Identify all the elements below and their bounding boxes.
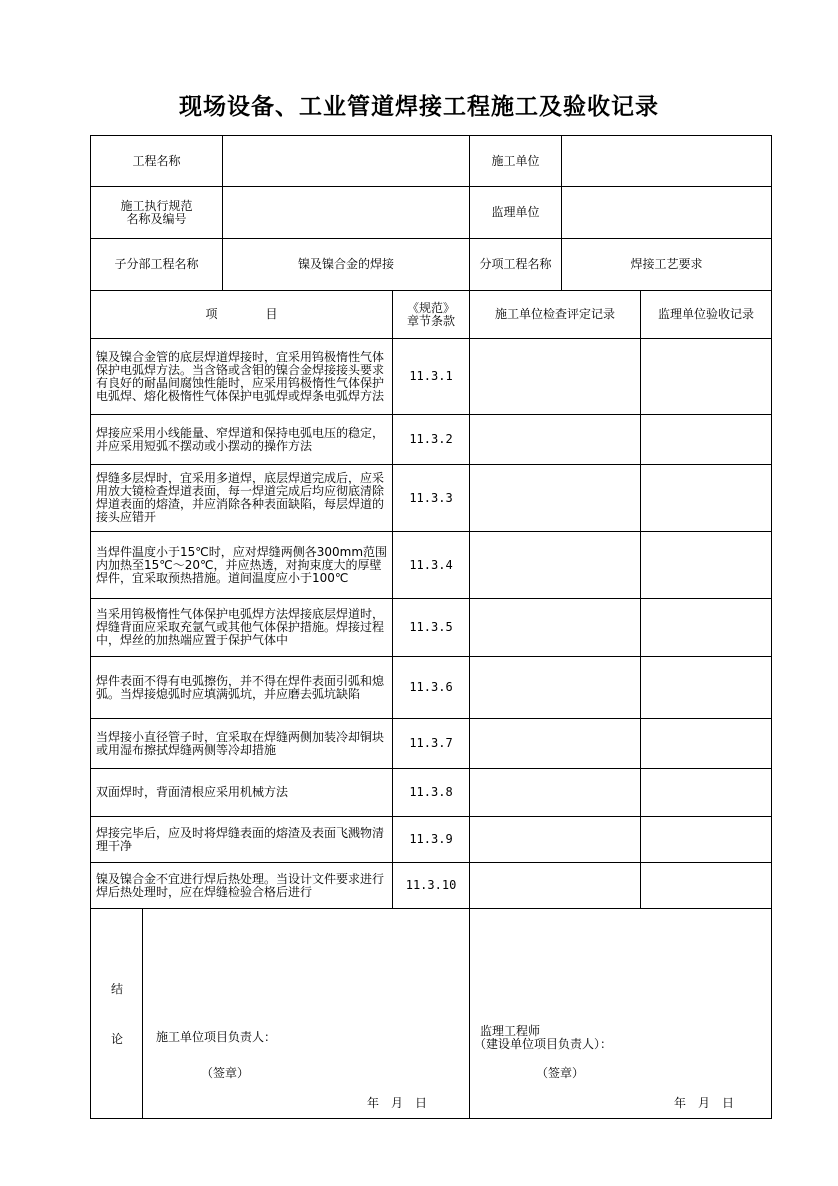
table-row — [91, 863, 772, 909]
item-requirement: 镍及镍合金管的底层焊道焊接时，宜采用钨极惰性气体保护电弧焊方法。当含铬或含钼的镍合金焊接接头要求有良好的耐晶间腐蚀性能时，应采用钨极惰性气体保护电弧焊、熔化极惰性气体保护电弧焊或焊条电弧焊方法 — [91, 339, 393, 415]
table-row — [91, 769, 772, 817]
item-clause: 11.3.1 — [393, 339, 470, 415]
contractor-record-cell[interactable] — [470, 599, 641, 657]
contractor-record-cell[interactable] — [470, 415, 641, 465]
table-row — [91, 415, 772, 465]
supervisor-conclusion[interactable] — [470, 909, 772, 1119]
contractor-record-cell[interactable] — [470, 657, 641, 719]
contractor-record-cell[interactable] — [470, 339, 641, 415]
contractor-record-cell[interactable] — [470, 532, 641, 599]
item-requirement: 当采用钨极惰性气体保护电弧焊方法焊接底层焊道时，焊缝背面应采取充氩气或其他气体保护措施。焊接过程中，焊丝的加热端应置于保护气体中 — [91, 599, 393, 657]
table-row — [91, 657, 772, 719]
contractor-conclusion[interactable] — [143, 909, 470, 1119]
conclusion-label — [91, 909, 143, 1119]
spec-field[interactable] — [223, 187, 470, 239]
contractor-seal: （签章） — [201, 1066, 250, 1080]
project-name-label: 工程名称 — [91, 136, 223, 187]
item-requirement: 双面焊时，背面清根应采用机械方法 — [91, 769, 393, 817]
page-title: 现场设备、工业管道焊接工程施工及验收记录 — [179, 94, 659, 120]
item-clause: 11.3.2 — [393, 415, 470, 465]
item-clause: 11.3.5 — [393, 599, 470, 657]
table-row — [91, 532, 772, 599]
item-clause: 11.3.9 — [393, 817, 470, 863]
contractor-record-cell[interactable] — [470, 863, 641, 909]
contractor-record-cell[interactable] — [470, 817, 641, 863]
conclusion-label-1: 结 — [111, 982, 124, 996]
subitem-label: 分项工程名称 — [470, 239, 562, 291]
supervisor-record-cell[interactable] — [641, 817, 772, 863]
table-row — [91, 599, 772, 657]
contractor-sign-label: 施工单位项目负责人： — [156, 1030, 277, 1044]
supervision-unit-field[interactable] — [562, 187, 772, 239]
table-row — [91, 817, 772, 863]
column-contractor-record: 施工单位检查评定记录 — [470, 291, 641, 339]
column-item: 项 目 — [91, 291, 393, 339]
supervisor-record-cell[interactable] — [641, 532, 772, 599]
supervision-unit-label: 监理单位 — [470, 187, 562, 239]
column-clause: 《规范》 章节条款 — [393, 291, 470, 339]
column-supervisor-record: 监理单位验收记录 — [641, 291, 772, 339]
item-clause: 11.3.6 — [393, 657, 470, 719]
item-requirement: 当焊件温度小于15℃时，应对焊缝两侧各300mm范围内加热至15℃～20℃，并应热透，对拘束度大的厚壁焊件，宜采取预热措施。道间温度应小于100℃ — [91, 532, 393, 599]
item-requirement: 焊接完毕后，应及时将焊缝表面的熔渣及表面飞溅物清理干净 — [91, 817, 393, 863]
table-row — [91, 465, 772, 532]
supervisor-record-cell[interactable] — [641, 719, 772, 769]
construction-unit-field[interactable] — [562, 136, 772, 187]
contractor-record-cell[interactable] — [470, 769, 641, 817]
item-requirement: 焊件表面不得有电弧擦伤，并不得在焊件表面引弧和熄弧。当焊接熄弧时应填满弧坑，并应磨去弧坑缺陷 — [91, 657, 393, 719]
item-clause: 11.3.7 — [393, 719, 470, 769]
supervisor-record-cell[interactable] — [641, 769, 772, 817]
subdivision-label: 子分部工程名称 — [91, 239, 223, 291]
item-requirement: 当焊接小直径管子时，宜采取在焊缝两侧加装冷却铜块或用湿布擦拭焊缝两侧等冷却措施 — [91, 719, 393, 769]
supervisor-record-cell[interactable] — [641, 415, 772, 465]
contractor-record-cell[interactable] — [470, 465, 641, 532]
subdivision-value[interactable]: 镍及镍合金的焊接 — [223, 239, 470, 291]
item-requirement: 焊缝多层焊时，宜采用多道焊，底层焊道完成后，应采用放大镜检查焊道表面，每一焊道完成后均应彻底清除焊道表面的熔渣，并应消除各种表面缺陷，每层焊道的接头应错开 — [91, 465, 393, 532]
conclusion-label-2: 论 — [111, 1032, 124, 1046]
subitem-value[interactable]: 焊接工艺要求 — [562, 239, 772, 291]
contractor-record-cell[interactable] — [470, 719, 641, 769]
supervisor-title: 监理工程师 — [480, 1024, 541, 1038]
supervisor-record-cell[interactable] — [641, 339, 772, 415]
supervisor-record-cell[interactable] — [641, 465, 772, 532]
supervisor-sign-label: （建设单位项目负责人）： — [474, 1037, 613, 1051]
project-name-field[interactable] — [223, 136, 470, 187]
supervisor-record-cell[interactable] — [641, 863, 772, 909]
supervisor-date: 年 月 日 — [674, 1096, 735, 1110]
item-clause: 11.3.8 — [393, 769, 470, 817]
spec-label: 施工执行规范 名称及编号 — [91, 187, 223, 239]
table-row — [91, 339, 772, 415]
item-clause: 11.3.3 — [393, 465, 470, 532]
table-row — [91, 719, 772, 769]
supervisor-seal: （签章） — [536, 1066, 585, 1080]
supervisor-record-cell[interactable] — [641, 599, 772, 657]
supervisor-record-cell[interactable] — [641, 657, 772, 719]
construction-unit-label: 施工单位 — [470, 136, 562, 187]
item-clause: 11.3.10 — [393, 863, 470, 909]
item-requirement: 镍及镍合金不宜进行焊后热处理。当设计文件要求进行焊后热处理时，应在焊缝检验合格后进行 — [91, 863, 393, 909]
contractor-date: 年 月 日 — [367, 1096, 428, 1110]
inspection-record-table — [90, 135, 772, 1119]
item-clause: 11.3.4 — [393, 532, 470, 599]
item-requirement: 焊接应采用小线能量、窄焊道和保持电弧电压的稳定，并应采用短弧不摆动或小摆动的操作方法 — [91, 415, 393, 465]
